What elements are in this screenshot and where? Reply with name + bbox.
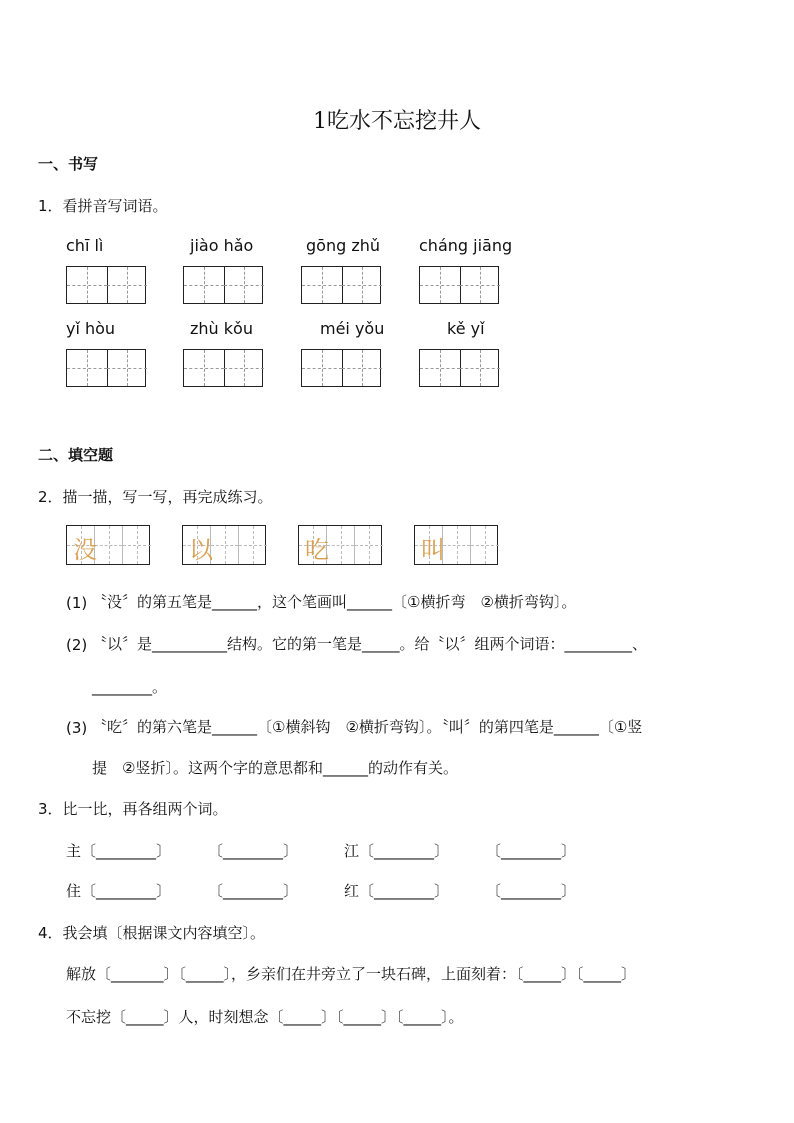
question-4: 4．我会填〔根据课文内容填空〕。 [38,924,266,942]
sub-number: (3) [66,719,88,737]
pinyin-label: cháng jiāng [419,236,513,255]
word-blank[interactable]: 江〔________〕 [344,842,450,860]
trace-box[interactable] [66,525,150,565]
sub-question-3: 〝吃〞的第六笔是______〔①横斜钩 ②横折弯钩〕。〝叫〞的第四笔是______〔①竖 [92,718,643,736]
pinyin-label: zhù kǒu [190,319,253,338]
question-2: 2．描一描，写一写，再完成练习。 [38,488,273,506]
word-blank[interactable]: 主〔________〕 [66,842,172,860]
writing-grid[interactable] [183,266,263,304]
pinyin-label: gōng zhǔ [306,236,381,255]
writing-grid[interactable] [66,349,146,387]
pinyin-label: jiào hǎo [190,236,254,255]
pinyin-label: méi yǒu [320,319,385,338]
fill-in-line-2: 不忘挖〔_____〕人，时刻想念〔_____〕〔_____〕〔_____〕。 [66,1008,464,1026]
writing-grid[interactable] [183,349,263,387]
pinyin-label: yǐ hòu [66,319,116,338]
writing-grid[interactable] [419,349,499,387]
question-1: 1．看拼音写词语。 [38,197,168,215]
trace-box[interactable] [414,525,498,565]
word-blank[interactable]: 住〔________〕 [66,882,172,900]
pinyin-label: chī lì [66,236,104,255]
trace-character: 没 [73,536,97,564]
sub-number: (2) [66,636,88,654]
word-blank[interactable]: 红〔________〕 [344,882,450,900]
trace-character: 叫 [421,536,445,564]
sub-question-2-cont: ________。 [92,678,168,696]
fill-in-line-1: 解放〔_______〕〔_____〕，乡亲们在井旁立了一块石碑，上面刻着：〔_____〕〔_____〕 [66,965,637,983]
page-title: 1吃水不忘挖井人 [313,109,481,134]
writing-grid[interactable] [66,266,146,304]
word-blank[interactable]: 〔________〕 [486,882,577,900]
trace-character: 吃 [305,536,329,564]
writing-grid[interactable] [301,349,381,387]
section2-heading: 二、填空题 [38,446,114,464]
word-blank[interactable]: 〔________〕 [208,842,299,860]
trace-character: 以 [189,536,213,564]
trace-box[interactable] [298,525,382,565]
word-blank[interactable]: 〔________〕 [486,842,577,860]
sub-question-2: 〝以〞是__________结构。它的第一笔是_____。给〝以〞组两个词语：_________、 [92,635,648,653]
sub-number: (1) [66,594,88,612]
writing-grid[interactable] [419,266,499,304]
trace-box[interactable] [182,525,266,565]
section1-heading: 一、书写 [38,155,99,173]
pinyin-label: kě yǐ [447,319,485,338]
question-3: 3．比一比，再各组两个词。 [38,800,228,818]
writing-grid[interactable] [301,266,381,304]
word-blank[interactable]: 〔________〕 [208,882,299,900]
sub-question-1: 〝没〞的第五笔是______，这个笔画叫______〔①横折弯 ②横折弯钩〕。 [92,593,577,611]
sub-question-3-cont: 提 ②竖折〕。这两个字的意思都和______的动作有关。 [92,759,458,777]
